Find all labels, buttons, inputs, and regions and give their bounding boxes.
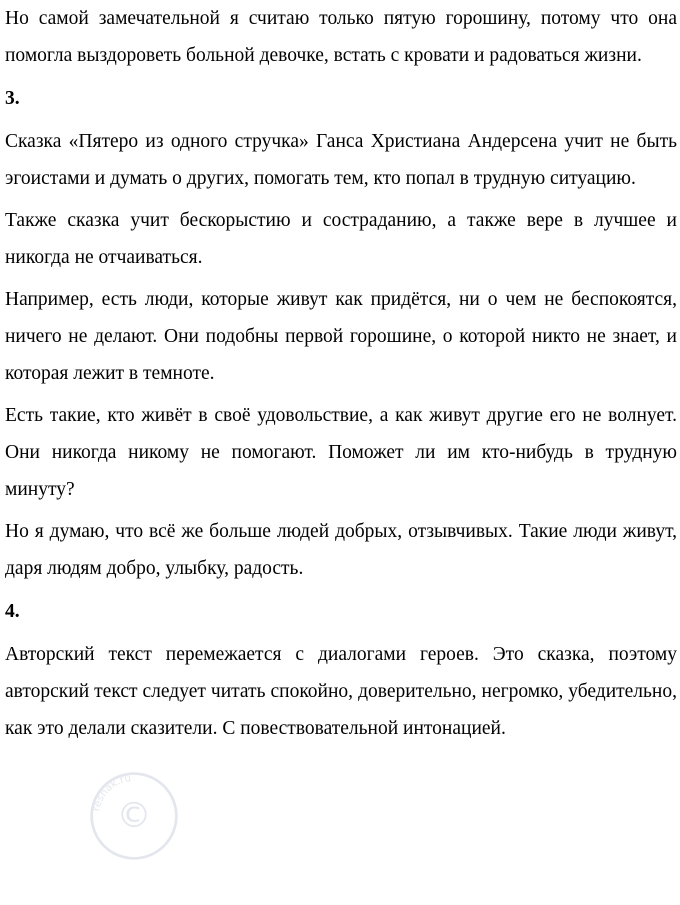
- section-3-paragraph-5: Но я думаю, что всё же больше людей добрых, отзывчивых. Такие люди живут, даря людям добро, улыбку, радость.: [5, 521, 677, 579]
- watermark-logo: [88, 770, 180, 862]
- section-3-paragraph-4: Есть такие, кто живёт в своё удовольствие, а как живут другие его не волнует. Они никогда никому не помогают. Поможет ли им кто-нибудь в трудную минуту?: [5, 405, 677, 500]
- section-3-paragraph-3: Например, есть люди, которые живут как придётся, ни о чем не беспокоятся, ничего не делают. Они подобны первой горошине, о которой никто не знает, и которая лежит в темноте.: [5, 289, 677, 384]
- section-3-paragraph-1: Сказка «Пятеро из одного стручка» Ганса Христиана Андерсена учит не быть эгоистами и думать о других, помогать тем, кто попал в трудную ситуацию.: [5, 131, 677, 189]
- section-4-paragraph-1: Авторский текст перемежается с диалогами героев. Это сказка, поэтому авторский текст следует читать спокойно, доверительно, негромко, убедительно, как это делали сказители. С повествовательной интонацией.: [5, 644, 677, 739]
- watermark-text: reshak.ru: [91, 773, 132, 813]
- watermark-symbol: ©: [116, 796, 152, 837]
- paragraph-intro: Но самой замечательной я считаю только пятую горошину, потому что она помогла выздороветь больной девочке, встать с кровати и радоваться жизни.: [5, 8, 677, 66]
- section-3-number: 3.: [5, 88, 20, 109]
- document-page: [5, 0, 677, 747]
- watermark-ring: [92, 774, 177, 859]
- section-4-number: 4.: [5, 601, 20, 622]
- section-3-paragraph-2: Также сказка учит бескорыстию и состраданию, а также вере в лучшее и никогда не отчаиваться.: [5, 210, 677, 268]
